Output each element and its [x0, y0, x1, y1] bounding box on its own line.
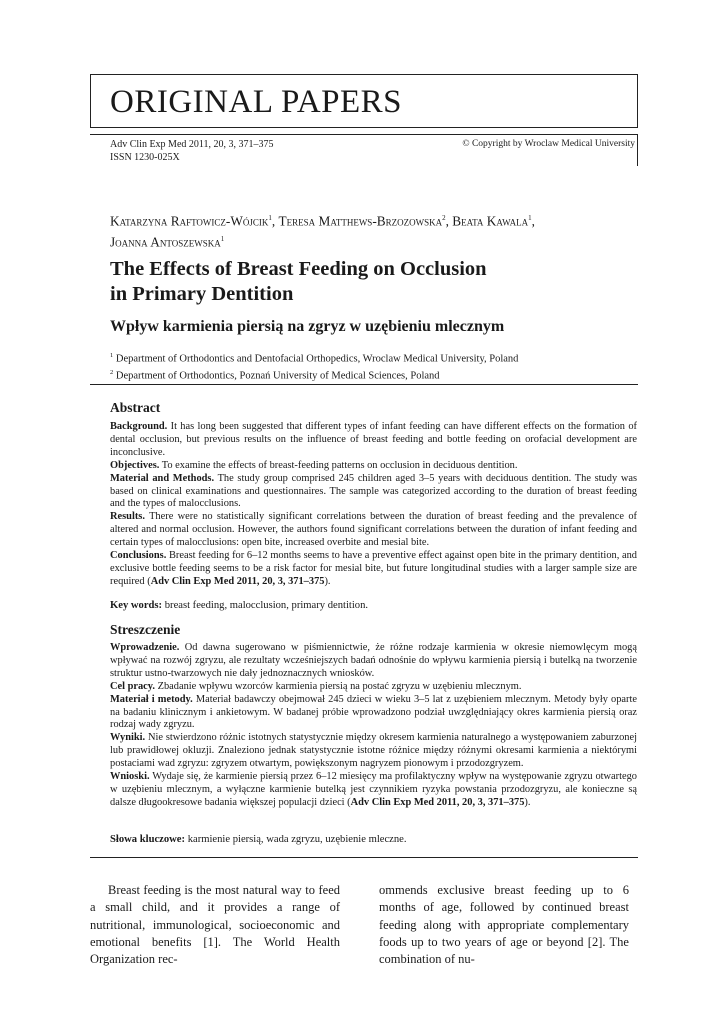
author-name: Joanna Antoszewska [110, 234, 221, 250]
affiliation-item [110, 349, 640, 366]
streszczenie-label: Wprowadzenie. [110, 642, 180, 653]
affiliation-text: Department of Orthodontics and Dentofacial Orthopedics, Wroclaw Medical University, Poland [115, 353, 519, 365]
journal-meta [110, 138, 274, 164]
streszczenie-text: Nie stwierdzono różnic istotnych statystycznie między okresem karmienia naturalnego a występowaniem zaburzonej lub prawidłowej okluzji. Znaleziono jednak statystycznie istotne różnice między różnymi okresami karmienia a niektórymi postaciami wad zgryzu: zgryzem otwartym, powiększonym nagryzem pionowym i przodozgryzem. [110, 732, 637, 770]
streszczenie-body [110, 642, 637, 810]
abstract-citation: Adv Clin Exp Med 2011, 20, 3, 371–375 [150, 575, 325, 587]
author-affil-ref: 1 [220, 235, 225, 244]
section-title: ORIGINAL PAPERS [110, 84, 403, 120]
abstract-text: It has long been suggested that different types of infant feeding can have different effects on the formation of dental occlusion, but previous results on the influence of breast feeding and bottle feeding on orofacial development are inconclusive. [110, 421, 637, 458]
abstract-heading: Abstract [110, 400, 161, 415]
author-separator: , [445, 213, 453, 229]
author-affil-ref: 1 [268, 214, 272, 222]
affiliation-number: 2 [110, 369, 114, 376]
abstract-text: ). [324, 575, 331, 587]
abstract-body [110, 421, 637, 589]
author-affil-ref: 2 [442, 214, 446, 222]
abstract-label: Material and Methods. [110, 472, 215, 484]
abstract-text: Breast feeding for 6–12 months seems to have a preventive effect against open bite in the primary dentition, and exclusive bottle feeding seems to be a risk factor for mesial bite, but future longitudinal studies with a larger sample size are required ( [110, 550, 637, 587]
streszczenie-wyniki [110, 732, 637, 771]
streszczenie-label: Cel pracy. [110, 680, 156, 692]
journal-citation: Adv Clin Exp Med 2011, 20, 3, 371–375 [110, 139, 274, 150]
affiliation-text: Department of Orthodontics, Poznań University of Medical Sciences, Poland [115, 370, 440, 382]
issn: ISSN 1230-025X [110, 152, 180, 163]
streszczenie-metody [110, 694, 637, 733]
abstract-label: Objectives. [110, 459, 160, 471]
copyright: © Copyright by Wroclaw Medical University [462, 139, 635, 149]
abstract-objectives [110, 460, 637, 473]
author-separator: , [531, 213, 535, 229]
keywords-text: breast feeding, malocclusion, primary dentition. [162, 600, 369, 611]
streszczenie-label: Materiał i metody. [110, 693, 193, 705]
author-name: Beata Kawala [452, 213, 529, 229]
abstract-results [110, 511, 637, 550]
author-list [110, 209, 640, 252]
keywords-label: Key words: [110, 600, 163, 611]
abstract-label: Conclusions. [110, 550, 167, 562]
article-title-polish: Wpływ karmienia piersią na zgryz w uzębieniu mlecznym [110, 318, 505, 335]
streszczenie-heading: Streszczenie [110, 622, 181, 637]
author-separator: , [271, 213, 279, 229]
abstract-label: Results. [110, 511, 145, 523]
abstract-text: There were no statistically significant correlations between the duration of breast feeding and the prevalence of altered and normal occlusion. However, the authors found significant correlations between the duration of infant feeding and certain types of malocclusions: open bite, increased overbite and mesial bite. [110, 511, 637, 549]
streszczenie-text: Wydaje się, że karmienie piersią przez 6–12 miesięcy ma profilaktyczny wpływ na występowanie zgryzu otwartego w uzębieniu mlecznym, a wyłączne karmienie butelką jest czynnikiem ryzyka powstania przodozgryzu, ale konieczne są dalsze długookresowe badania większej populacji dzieci ( [110, 771, 637, 808]
abstract-keywords [110, 600, 368, 611]
keywords-text: karmienie piersią, wada zgryzu, uzębienie mleczne. [185, 834, 407, 845]
abstract-label: Background. [110, 421, 168, 432]
abstract-text: The study group comprised 245 children aged 3–5 years with deciduous dentition. The study was based on clinical examinations and questionnaires. The sample was categorized according to the duration of breast feeding and the types of malocclusions. [110, 472, 637, 510]
body-paragraph: Breast feeding is the most natural way to feed a small child, and it provides a range of nutritional, immunological, socioeconomic and emotional benefits [1]. The World Health Organization rec- [90, 883, 340, 967]
abstract-text: To examine the effects of breast-feeding patterns on occlusion in deciduous dentition. [159, 459, 518, 471]
author-name: Teresa Matthews-Brzozowska [278, 213, 443, 229]
streszczenie-label: Wyniki. [110, 732, 146, 744]
article-title [110, 257, 630, 307]
keywords-label: Słowa kluczowe: [110, 834, 186, 845]
abstract-background [110, 421, 637, 460]
abstract-conclusions [110, 550, 637, 589]
divider [90, 857, 638, 858]
streszczenie-citation: Adv Clin Exp Med 2011, 20, 3, 371–375 [350, 796, 525, 808]
article-title-line: The Effects of Breast Feeding on Occlusion [110, 258, 487, 280]
streszczenie-keywords [110, 834, 407, 845]
streszczenie-text: Od dawna sugerowano w piśmiennictwie, że różne rodzaje karmienia w okresie niemowlęcym mogą wpływać na rozwój zgryzu, ale rezultaty wcześniejszych badań odnośnie do wpływu karmienia piersią i butelką na tworzenie struktur ustno-twarzowych nie dały jednoznacznych wniosków. [110, 642, 637, 679]
streszczenie-cel [110, 681, 637, 694]
article-title-line: in Primary Dentition [110, 283, 294, 305]
streszczenie-text: Zbadanie wpływu wzorców karmienia piersią na postać zgryzu w uzębieniu mlecznym. [155, 680, 522, 692]
affiliation-number: 1 [110, 352, 114, 359]
streszczenie-label: Wnioski. [110, 771, 150, 783]
body-paragraph: ommends exclusive breast feeding up to 6 months of age, followed by continued breast feeding along with appropriate complementary foods up to two years of age or beyond [2]. The combination of nu- [379, 883, 629, 967]
author-name: Katarzyna Raftowicz-Wójcik [110, 213, 269, 229]
author-affil-ref: 1 [528, 214, 532, 222]
affiliation-item [110, 366, 640, 383]
divider [90, 384, 638, 385]
body-column-left [90, 882, 340, 968]
streszczenie-wprowadzenie [110, 642, 637, 681]
body-column-right [379, 882, 629, 968]
streszczenie-text: Materiał badawczy obejmował 245 dzieci w wieku 3–5 lat z uzębieniem mlecznym. Metody były oparte na badaniu klinicznym i ankietowym. W badanej próbie wprowadzono podział uwzględniający okres karmienia piersią oraz rodzaj wady zgryzu. [110, 693, 637, 731]
affiliations [110, 349, 640, 383]
streszczenie-wnioski [110, 771, 637, 810]
abstract-methods [110, 473, 637, 512]
streszczenie-text: ). [524, 796, 531, 808]
